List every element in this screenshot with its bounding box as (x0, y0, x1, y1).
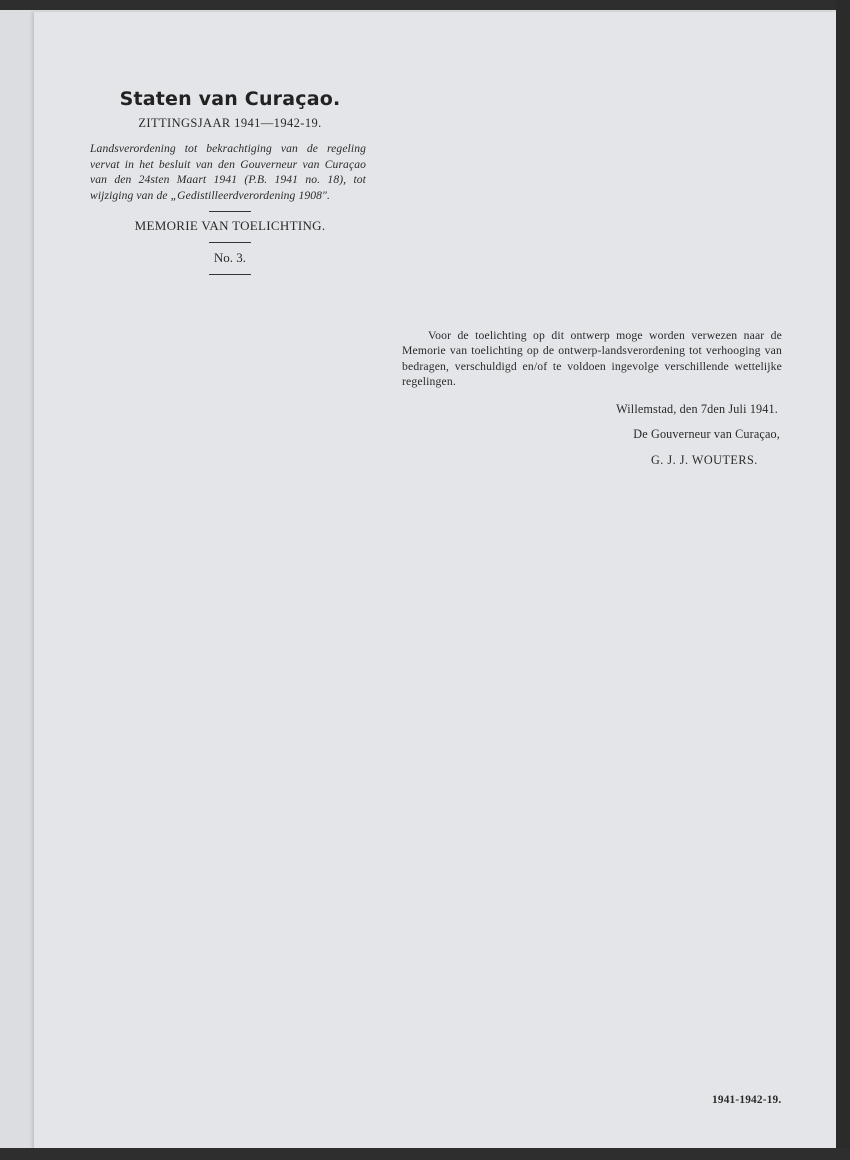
divider (209, 242, 251, 243)
governor-name: G. J. J. WOUTERS. (651, 453, 758, 468)
body-paragraph: Voor de toelichting op dit ontwerp moge worden verwezen naar de Memorie van toelichting op de ontwerp-landsverordening tot verhooging van bedragen, verschuldigd en/of te voldoen ingevolge verschillende wettelijke regelingen. (402, 329, 782, 389)
house-title: Staten van Curaçao. (119, 88, 341, 110)
governor-title: De Gouverneur van Curaçao, (633, 427, 780, 442)
footer-reference: 1941-1942-19. (712, 1094, 782, 1106)
document-header (90, 88, 370, 275)
scan-border-bottom (0, 1148, 850, 1160)
divider (209, 274, 251, 275)
scan-border-right (836, 0, 850, 1160)
memo-title: MEMORIE VAN TOELICHTING. (134, 218, 326, 234)
place-date: Willemstad, den 7den Juli 1941. (616, 401, 778, 416)
divider (209, 211, 251, 212)
subject-description: Landsverordening tot bekrachtiging van de regeling vervat in het besluit van den Gouverneur van Curaçao van den 24sten Maart 1941 (P.B. 1941 no. 18), tot wijziging van de „Gedistilleerdverordening 1908". (90, 142, 366, 202)
session-year: ZITTINGSJAAR 1941—1942-19. (138, 116, 322, 130)
document-page (34, 12, 836, 1149)
document-number: No. 3. (213, 250, 247, 266)
memo-body (402, 328, 782, 469)
